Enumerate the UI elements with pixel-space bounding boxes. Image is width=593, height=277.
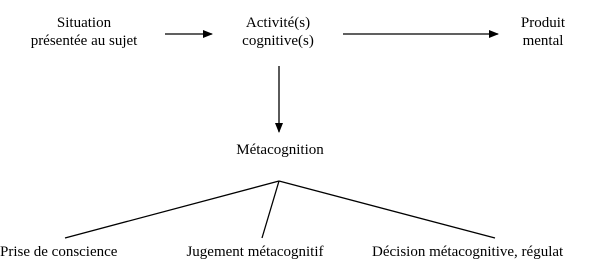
node-situation-line-1: Situation <box>56 15 112 31</box>
branch-to-decision <box>279 181 495 238</box>
node-situation <box>4 14 164 50</box>
node-decision-metacognitive: Décision métacognitive, régulat <box>372 244 564 260</box>
node-produit-line-1: Produit <box>520 15 566 31</box>
node-produit <box>498 14 588 50</box>
node-activite <box>211 14 345 50</box>
node-jugement-metacognitif: Jugement métacognitif <box>186 244 324 260</box>
node-situation-line-2: présentée au sujet <box>30 33 138 49</box>
node-activite-line-1: Activité(s) <box>245 15 311 31</box>
node-produit-line-2: mental <box>522 33 564 49</box>
branch-to-jugement <box>262 181 279 238</box>
node-activite-line-2: cognitive(s) <box>242 33 314 49</box>
branch-to-prise <box>65 181 279 238</box>
node-metacognition: Métacognition <box>236 142 324 158</box>
node-prise-de-conscience: Prise de conscience <box>0 244 118 260</box>
